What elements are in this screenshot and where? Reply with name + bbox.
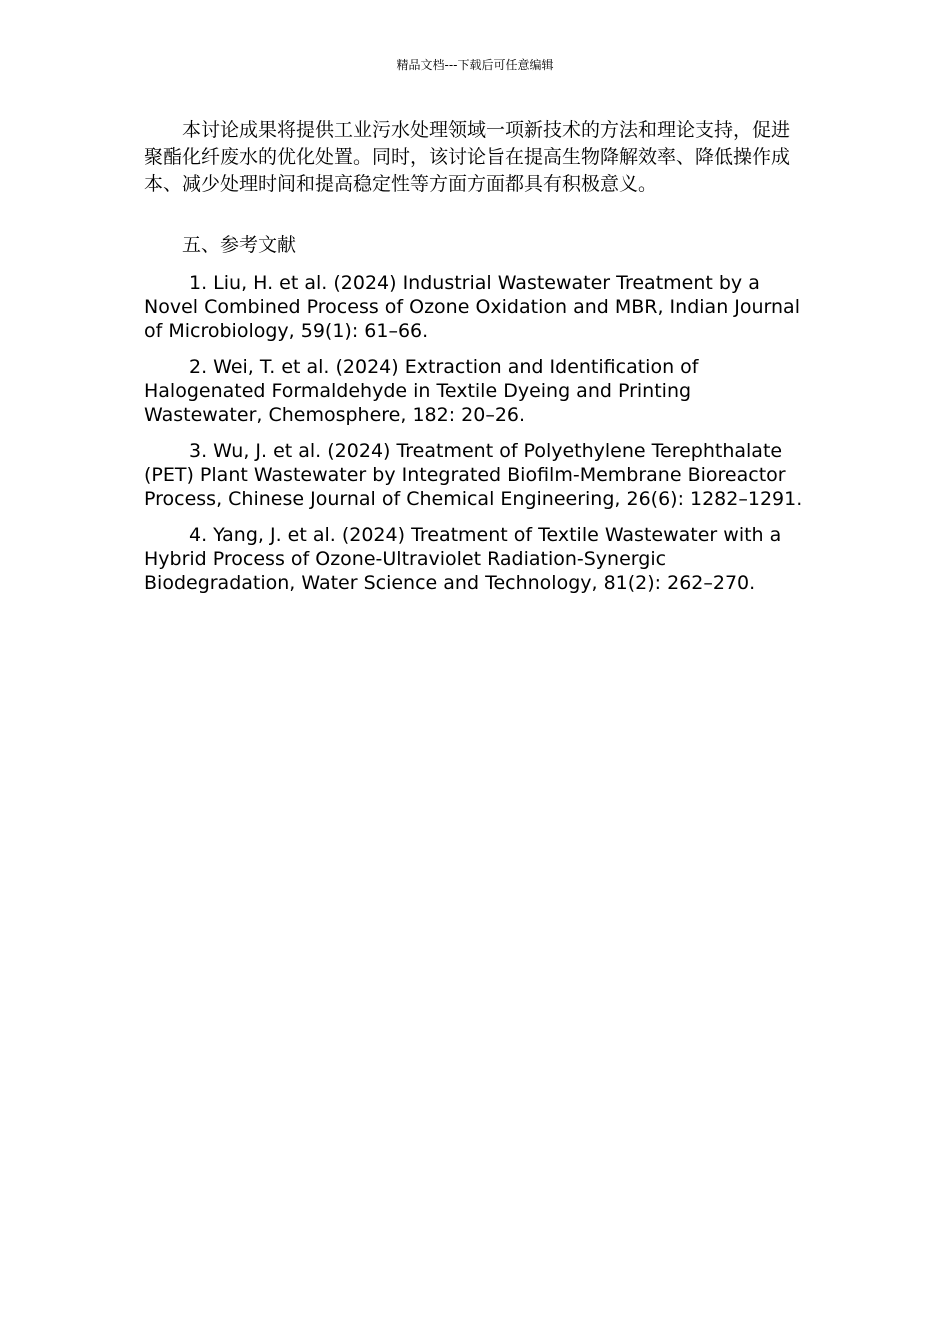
page-header: 精品文档---下载后可任意编辑 bbox=[396, 58, 554, 72]
reference-item-3: 3. Wu, J. et al. (2024) Treatment of Polyethylene Terephthalate (PET) Plant Wastewater by Integrated Biofilm-Membrane Bioreactor Process, Chinese Journal of Chemical Engineering, 26(6): 1282–1291. bbox=[144, 440, 803, 510]
document-body bbox=[144, 117, 804, 595]
body-paragraph: 本讨论成果将提供工业污水处理领域一项新技术的方法和理论支持，促进聚酯化纤废水的优化处置。同时，该讨论旨在提高生物降解效率、降低操作成本、减少处理时间和提高稳定性等方面方面都具有积极意义。 bbox=[144, 119, 791, 195]
reference-item-1: 1. Liu, H. et al. (2024) Industrial Wastewater Treatment by a Novel Combined Process of Ozone Oxidation and MBR, Indian Journal of Microbiology, 59(1): 61–66. bbox=[144, 272, 800, 342]
reference-item-2: 2. Wei, T. et al. (2024) Extraction and Identification of Halogenated Formaldehyde in Textile Dyeing and Printing Wastewater, Chemosphere, 182: 20–26. bbox=[144, 356, 699, 426]
reference-item-4: 4. Yang, J. et al. (2024) Treatment of Textile Wastewater with a Hybrid Process of Ozone-Ultraviolet Radiation-Synergic Biodegradation, Water Science and Technology, 81(2): 262–270. bbox=[144, 524, 782, 594]
section-heading-references: 五、参考文献 bbox=[182, 234, 297, 256]
